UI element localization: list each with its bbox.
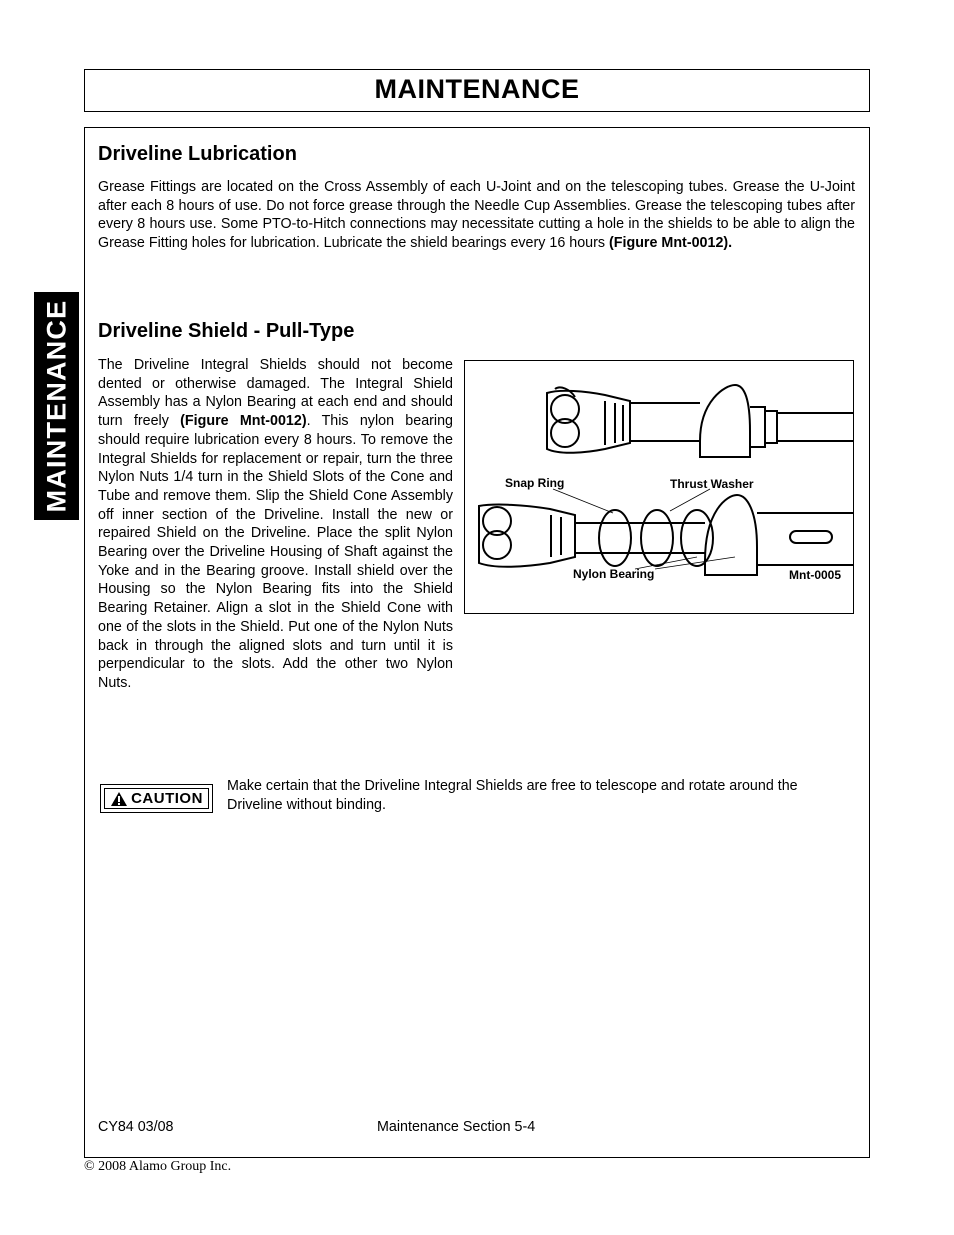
snap-ring-label: Snap Ring (505, 476, 565, 490)
section-title-lubrication: Driveline Lubrication (98, 143, 297, 165)
shield-body-part1: The Driveline Integral Shields should not become dented or otherwise damaged. The Integral Shield Assembly has a Nylon Bearing at each end and should turn freely (98, 357, 453, 430)
lubrication-paragraph (98, 178, 855, 253)
nylon-bearing-label: Nylon Bearing (573, 567, 655, 581)
footer-model-date: CY84 03/08 (98, 1119, 174, 1135)
warning-triangle-icon (110, 791, 128, 807)
page-title: MAINTENANCE (374, 74, 580, 104)
footer-section: Maintenance Section 5-4 (377, 1119, 536, 1135)
side-tab-label: MAINTENANCE (41, 299, 71, 513)
section-title-shield: Driveline Shield - Pull-Type (98, 320, 355, 342)
lubrication-body: Grease Fittings are located on the Cross Assembly of each U-Joint and on the telescoping tubes. Grease the U-Joint after each 8 hours of use. Do not force grease through the Needle Cup Assemblies. Grease the telescoping tubes after every 8 hours use. Some PTO-to-Hitch connections may necessitate cutting a hole in the shields to be able to align the Grease Fitting holes for lubrication. Lubricate the shield bearings every 16 hours (98, 179, 855, 252)
shield-paragraph (98, 356, 453, 693)
caution-badge (100, 784, 213, 813)
thrust-washer-label: Thrust Washer (670, 477, 754, 491)
copyright: © 2008 Alamo Group Inc. (84, 1159, 232, 1174)
caution-text: Make certain that the Driveline Integral Shields are free to telescope and rotate around the Driveline without binding. (227, 778, 798, 813)
figure-driveline-shield (464, 360, 854, 614)
shield-figure-ref: (Figure Mnt-0012) (180, 413, 307, 430)
header-box (84, 69, 870, 112)
shield-body-part2: . This nylon bearing should require lubrication every 8 hours. To remove the Integral Shields for replacement or repair, turn the three Nylon Nuts 1/4 turn in the Shield Slots of the Cone and Tube and remove them. Slip the Shield Cone Assembly off inner section of the Driveline. Install the new or repaired Shield on the Driveline. Place the split Nylon Bearing over the Driveline Housing of Shaft against the Yoke and in the Bearing groove. Install shield over the Housing so the Nylon Bearing fits into the Shield Bearing Retainer. Align a slot in the Shield Cone with one of the slots in the Shield. Put one of the Nylon Nuts back in through the aligned slots and turn until it is perpendicular to the slots. Add the other two Nylon Nuts. (98, 413, 453, 691)
lubrication-figure-ref: (Figure Mnt-0012). (609, 235, 733, 252)
side-tab (34, 292, 79, 520)
caution-label: CAUTION (131, 790, 203, 807)
figure-id-label: Mnt-0005 (789, 568, 842, 582)
